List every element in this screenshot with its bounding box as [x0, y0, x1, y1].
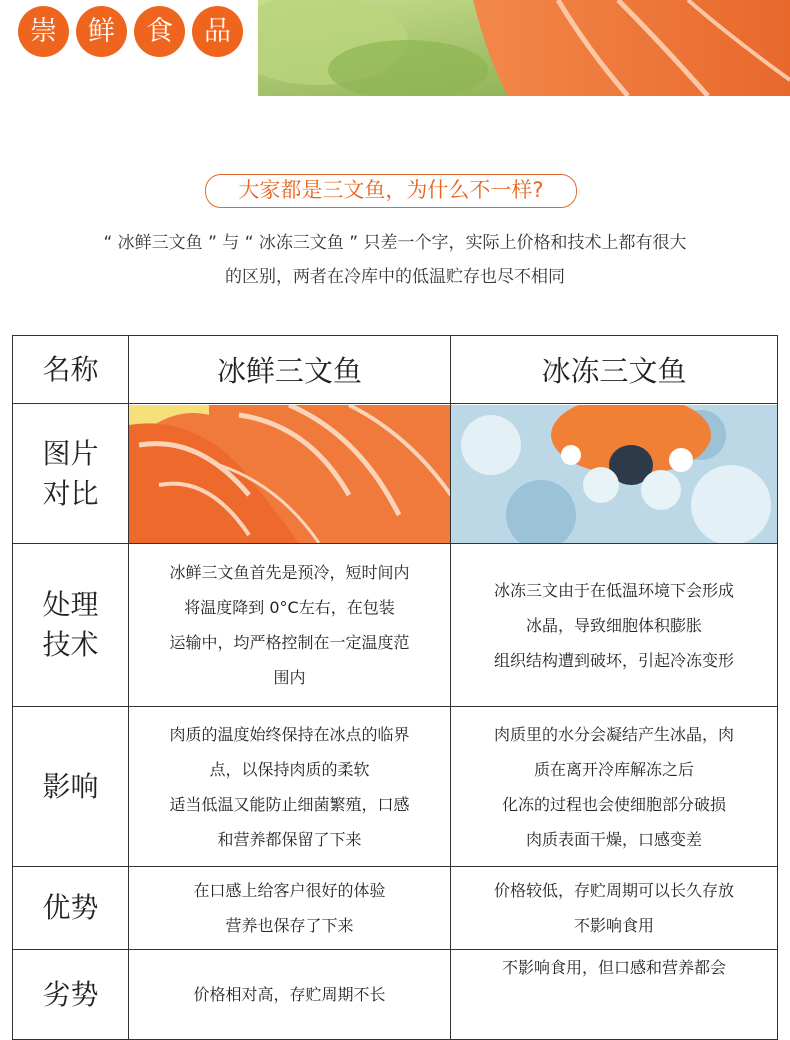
- chilled-cell: [129, 544, 451, 707]
- intro-paragraph: [40, 226, 750, 294]
- cell-line: 价格相对高，存贮周期不长: [193, 985, 386, 1004]
- row-label: [13, 950, 129, 1040]
- table-row: [13, 950, 778, 1040]
- cell-line: 冰鲜三文鱼首先是预冷，短时间内: [169, 563, 410, 582]
- row-label: [13, 544, 129, 707]
- table-row-images: [13, 404, 778, 544]
- cell-line: 组织结构遭到破坏，引起冷冻变形: [493, 650, 734, 670]
- cell-line: 不影响食用，但口感和营养都会: [501, 958, 726, 977]
- frozen-salmon-image: [451, 404, 778, 544]
- header-label: 名称: [13, 336, 129, 404]
- hero-image: [258, 0, 790, 96]
- table-row: [13, 544, 778, 707]
- headline: 大家都是三文鱼，为什么不一样?: [205, 174, 577, 208]
- brand-char: 品: [192, 6, 243, 57]
- row-label-line: 优势: [42, 891, 99, 924]
- table-row: [13, 867, 778, 950]
- header-chilled: 冰鲜三文鱼: [129, 336, 451, 404]
- row-label-line: 对比: [42, 476, 99, 510]
- cell-line: 肉质表面干燥，口感变差: [525, 829, 702, 849]
- row-label-line: 影响: [42, 769, 99, 803]
- chilled-cell: [129, 950, 451, 1040]
- row-label-line: 技术: [42, 628, 99, 661]
- row-label-images: [13, 404, 129, 544]
- brand-logo: [18, 6, 243, 57]
- chilled-salmon-image: [129, 404, 451, 544]
- cell-line: 化冻的过程也会使细胞部分破损: [501, 794, 726, 814]
- table-header-row: [13, 336, 778, 404]
- brand-char: 鲜: [76, 6, 127, 57]
- cell-line: 肉质的温度始终保持在冰点的临界: [169, 724, 410, 744]
- chilled-cell: [129, 867, 451, 950]
- cell-line: 冰晶，导致细胞体积膨胀: [525, 615, 702, 635]
- header-frozen: 冰冻三文鱼: [451, 336, 778, 404]
- comparison-table: [12, 335, 778, 1040]
- cell-line: 价格较低，存贮周期可以长久存放: [493, 881, 734, 900]
- cell-line: 和营养都保留了下来: [217, 829, 362, 849]
- cell-line: 运输中，均严格控制在一定温度范: [169, 633, 410, 652]
- frozen-cell: [451, 867, 778, 950]
- cell-line: 围内: [273, 668, 306, 687]
- row-label: [13, 867, 129, 950]
- cell-line: 冰冻三文由于在低温环境下会形成: [493, 580, 734, 600]
- brand-char: 食: [134, 6, 185, 57]
- frozen-cell: [451, 544, 778, 707]
- cell-line: 适当低温又能防止细菌繁殖，口感: [169, 794, 410, 814]
- cell-line: 点，以保持肉质的柔软: [209, 759, 370, 779]
- cell-line: 将温度降到 0°C左右，在包装: [184, 598, 395, 617]
- frozen-cell: [451, 950, 778, 1040]
- chilled-cell: [129, 707, 451, 867]
- row-label-line: 处理: [42, 588, 99, 621]
- cell-line: 质在离开冷库解冻之后: [533, 759, 694, 779]
- row-label: [13, 707, 129, 867]
- cell-line: 不影响食用: [573, 916, 654, 935]
- frozen-cell: [451, 707, 778, 867]
- brand-char: 崇: [18, 6, 69, 57]
- intro-line: 的区别，两者在冷库中的低温贮存也尽不相同: [225, 267, 565, 287]
- cell-line: 在口感上给客户很好的体验: [193, 881, 386, 900]
- cell-line: 肉质里的水分会凝结产生冰晶，肉: [493, 724, 734, 744]
- row-label-line: 图片: [42, 436, 99, 470]
- table-row: [13, 707, 778, 867]
- intro-line: “ 冰鲜三文鱼 ” 与 “ 冰冻三文鱼 ” 只差一个字，实际上价格和技术上都有很大: [103, 233, 687, 253]
- cell-line: 营养也保存了下来: [225, 916, 354, 935]
- row-label-line: 劣势: [42, 977, 99, 1011]
